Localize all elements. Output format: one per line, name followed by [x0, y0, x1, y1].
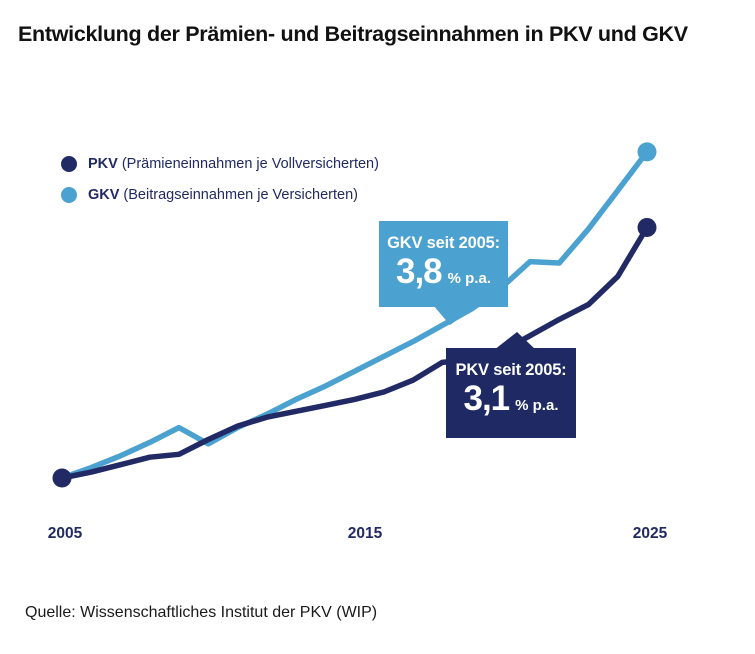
series-end-dot	[638, 142, 657, 161]
legend-label-gkv-name: GKV	[88, 186, 120, 203]
page-title: Entwicklung der Prämien- und Beitragseinnahmen in PKV und GKV	[18, 22, 688, 46]
legend-label-gkv-desc: (Beitragseinnahmen je Versicherten)	[123, 186, 358, 203]
series-end-dot	[638, 218, 657, 237]
gkv-callout-label: GKV seit 2005:	[387, 234, 500, 252]
gkv-callout-tail	[433, 305, 478, 325]
x-tick-2005: 2005	[47, 525, 83, 542]
pkv-callout-label: PKV seit 2005:	[455, 361, 567, 379]
gkv-growth-rate: 3,8	[395, 252, 442, 291]
series-start-dot	[53, 469, 72, 488]
pkv-growth-unit: % p.a.	[515, 397, 559, 414]
gkv-callout-value-row	[379, 254, 508, 291]
x-tick-2025: 2025	[632, 525, 668, 542]
legend-label-pkv-desc: (Prämieneinnahmen je Vollversicherten)	[121, 155, 379, 172]
source-note: Quelle: Wissenschaftliches Institut der PKV (WIP)	[25, 604, 378, 621]
pkv-growth-callout	[446, 348, 576, 438]
pkv-growth-rate: 3,1	[463, 379, 510, 418]
pkv-callout-value-row	[446, 381, 576, 418]
gkv-growth-callout	[379, 221, 508, 307]
legend-label-pkv-name: PKV	[88, 155, 118, 172]
gkv-growth-unit: % p.a.	[447, 270, 491, 287]
x-tick-2015: 2015	[347, 525, 383, 542]
